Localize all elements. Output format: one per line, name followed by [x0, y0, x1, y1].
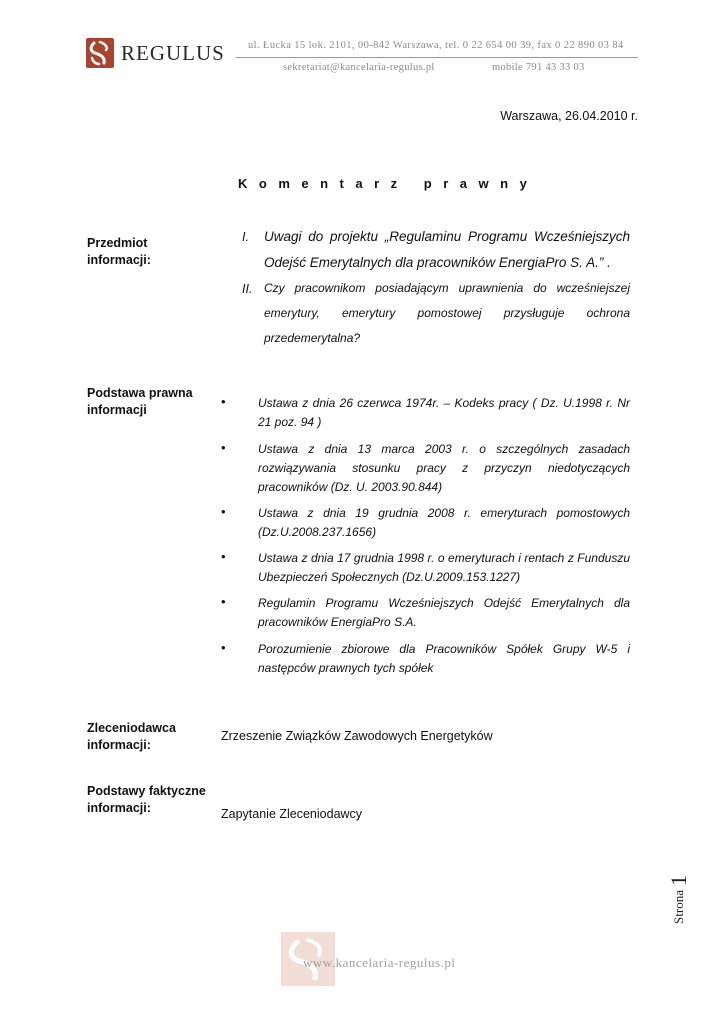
footer-url: www.kancelaria-regulus.pl	[303, 955, 456, 970]
regulus-logo-icon	[86, 38, 114, 68]
bullet-icon: •	[221, 394, 226, 409]
legal-basis-item: Porozumienie zbiorowe dla Pracowników Spółek Grupy W-5 i następców prawnych tych spółek	[258, 642, 630, 675]
page-number-value: 1	[666, 875, 691, 886]
client-label	[87, 720, 176, 754]
header-email: sekretariat@kancelaria-regulus.pl	[283, 62, 435, 73]
subject-label-line2: informacji:	[87, 253, 151, 267]
legal-basis-label-line1: Podstawa prawna	[87, 386, 193, 400]
subject-item-number: I.	[242, 230, 249, 244]
client-label-line1: Zleceniodawca	[87, 721, 176, 735]
header-address: ul. Łucka 15 lok. 2101, 00-842 Warszawa, tel. 0 22 654 00 39, fax 0 22 890 03 84	[248, 40, 624, 51]
subject-label	[87, 235, 151, 269]
legal-basis-item: Ustawa z dnia 19 grudnia 2008 r. emeryturach pomostowych (Dz.U.2008.237.1656)	[258, 506, 630, 539]
legal-basis-list	[0, 394, 725, 684]
page-number	[666, 875, 692, 924]
legal-basis-item: Ustawa z dnia 26 czerwca 1974r. – Kodeks pracy ( Dz. U.1998 r. Nr 21 poz. 94 )	[258, 396, 630, 429]
page-number-label: Strona	[671, 890, 686, 924]
bullet-icon: •	[221, 440, 226, 455]
legal-basis-item: Ustawa z dnia 17 grudnia 1998 r. o emeryturach i rentach z Funduszu Ubezpieczeń Społecznych (Dz.U.2009.153.1227)	[258, 551, 630, 584]
subject-item-text: Czy pracownikom posiadającym uprawnienia do wcześniejszej emerytury, emerytury pomostowej przysługuje ochrona przedemerytalna?	[264, 281, 630, 345]
client-value: Zrzeszenie Związków Zawodowych Energetyków	[221, 729, 493, 743]
document-title: Komentarz prawny	[238, 176, 539, 191]
subject-label-line1: Przedmiot	[87, 236, 148, 250]
header-divider	[236, 57, 638, 58]
legal-basis-label-line2: informacji	[87, 403, 147, 417]
document-date: Warszawa, 26.04.2010 r.	[500, 109, 638, 123]
brand-name: REGULUS	[121, 41, 225, 65]
bullet-icon: •	[221, 640, 226, 655]
bullet-icon: •	[221, 594, 226, 609]
factual-basis-value: Zapytanie Zleceniodawcy	[221, 807, 363, 821]
bullet-icon: •	[221, 504, 226, 519]
legal-basis-item: Regulamin Programu Wcześniejszych Odejść Emerytalnych dla pracowników EnergiaPro S.A.	[258, 596, 630, 629]
factual-basis-label	[87, 783, 206, 817]
bullet-icon: •	[221, 549, 226, 564]
client-label-line2: informacji:	[87, 738, 151, 752]
header-mobile: mobile 791 43 33 03	[492, 62, 585, 73]
subject-item-text: Uwagi do projektu „Regulaminu Programu Wcześniejszych Odejść Emerytalnych dla pracowników EnergiaPro S. A.” .	[264, 229, 630, 270]
factual-basis-label-line2: informacji:	[87, 801, 151, 815]
factual-basis-label-line1: Podstawy faktyczne	[87, 784, 206, 798]
legal-basis-item: Ustawa z dnia 13 marca 2003 r. o szczególnych zasadach rozwiązywania stosunku pracy z przyczyn niedotyczących pracowników (Dz. U. 2003.90.844)	[258, 442, 630, 494]
subject-item-number: II.	[242, 282, 253, 296]
